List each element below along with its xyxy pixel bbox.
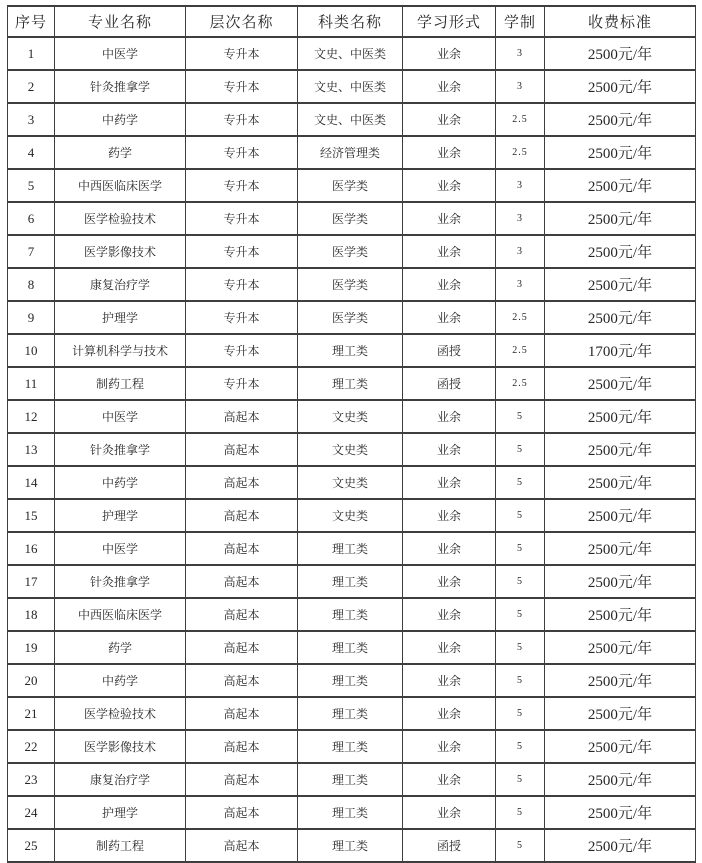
table-cell-category: 理工类 [298,829,403,862]
table-cell-level: 高起本 [186,466,298,499]
table-cell-major: 中药学 [55,664,186,697]
table-cell-duration: 5 [496,499,545,532]
table-cell-level: 高起本 [186,565,298,598]
table-cell-level: 专升本 [186,268,298,301]
table-cell-level: 高起本 [186,829,298,862]
table-cell-category: 文史类 [298,400,403,433]
table-row [8,631,696,664]
table-cell-duration: 5 [496,796,545,829]
table-cell-index: 22 [8,730,55,763]
col-header-duration: 学制 [496,6,545,37]
table-cell-major: 中医学 [55,37,186,70]
table-cell-index: 8 [8,268,55,301]
table-cell-index: 25 [8,829,55,862]
table-row [8,697,696,730]
table-cell-major: 中西医临床医学 [55,169,186,202]
table-row [8,37,696,70]
table-cell-study-form: 业余 [403,598,496,631]
table-cell-index: 18 [8,598,55,631]
table-cell-fee: 2500元/年 [545,730,696,763]
table-cell-study-form: 业余 [403,466,496,499]
table-cell-index: 21 [8,697,55,730]
table-cell-category: 医学类 [298,301,403,334]
table-cell-duration: 5 [496,829,545,862]
table-cell-index: 6 [8,202,55,235]
table-row [8,235,696,268]
table-cell-index: 12 [8,400,55,433]
table-cell-fee: 2500元/年 [545,763,696,796]
table-cell-level: 高起本 [186,598,298,631]
table-row [8,400,696,433]
table-cell-index: 16 [8,532,55,565]
table-cell-index: 20 [8,664,55,697]
table-row [8,466,696,499]
table-cell-category: 理工类 [298,532,403,565]
table-cell-duration: 3 [496,268,545,301]
table-row [8,301,696,334]
table-cell-category: 理工类 [298,697,403,730]
table-cell-level: 专升本 [186,202,298,235]
table-cell-category: 医学类 [298,268,403,301]
col-header-major: 专业名称 [55,6,186,37]
table-cell-level: 高起本 [186,400,298,433]
table-cell-index: 11 [8,367,55,400]
table-cell-duration: 3 [496,202,545,235]
table-cell-category: 理工类 [298,796,403,829]
table-cell-category: 文史类 [298,499,403,532]
table-cell-study-form: 业余 [403,70,496,103]
table-cell-level: 专升本 [186,103,298,136]
table-header [8,6,696,37]
table-cell-index: 23 [8,763,55,796]
table-cell-study-form: 业余 [403,565,496,598]
table-body [8,37,696,863]
table-cell-major: 中医学 [55,532,186,565]
table-cell-fee: 2500元/年 [545,268,696,301]
table-row [8,169,696,202]
table-row [8,433,696,466]
table-cell-category: 理工类 [298,565,403,598]
table-cell-duration: 5 [496,433,545,466]
table-cell-fee: 2500元/年 [545,202,696,235]
table-cell-level: 专升本 [186,334,298,367]
table-cell-category: 医学类 [298,169,403,202]
table-cell-index: 4 [8,136,55,169]
table-cell-fee: 2500元/年 [545,499,696,532]
table-row [8,565,696,598]
table-cell-index: 17 [8,565,55,598]
table-cell-fee: 2500元/年 [545,598,696,631]
table-cell-fee: 2500元/年 [545,664,696,697]
table-cell-study-form: 业余 [403,136,496,169]
table-cell-duration: 3 [496,169,545,202]
table-cell-major: 医学影像技术 [55,730,186,763]
table-cell-index: 10 [8,334,55,367]
table-cell-category: 文史、中医类 [298,103,403,136]
table-cell-index: 24 [8,796,55,829]
table-cell-fee: 2500元/年 [545,433,696,466]
table-cell-level: 专升本 [186,235,298,268]
table-cell-fee: 2500元/年 [545,169,696,202]
table-cell-level: 高起本 [186,631,298,664]
table-cell-index: 9 [8,301,55,334]
table-cell-level: 高起本 [186,433,298,466]
table-cell-fee: 2500元/年 [545,70,696,103]
table-cell-study-form: 业余 [403,433,496,466]
table-cell-category: 理工类 [298,598,403,631]
table-cell-study-form: 业余 [403,697,496,730]
table-row [8,268,696,301]
table-cell-category: 文史、中医类 [298,70,403,103]
table-cell-duration: 3 [496,70,545,103]
table-cell-study-form: 业余 [403,532,496,565]
table-cell-level: 高起本 [186,499,298,532]
table-cell-duration: 5 [496,532,545,565]
table-cell-fee: 2500元/年 [545,532,696,565]
table-cell-level: 专升本 [186,70,298,103]
table-cell-duration: 5 [496,763,545,796]
table-cell-major: 针灸推拿学 [55,565,186,598]
table-cell-major: 康复治疗学 [55,763,186,796]
table-cell-major: 制药工程 [55,829,186,862]
table-cell-study-form: 业余 [403,796,496,829]
enrollment-fee-table [7,5,696,863]
table-cell-major: 针灸推拿学 [55,70,186,103]
table-row [8,532,696,565]
table-cell-fee: 2500元/年 [545,136,696,169]
table-cell-study-form: 业余 [403,37,496,70]
table-cell-category: 文史类 [298,433,403,466]
table-cell-level: 专升本 [186,169,298,202]
table-cell-major: 制药工程 [55,367,186,400]
table-cell-level: 专升本 [186,37,298,70]
table-cell-fee: 2500元/年 [545,697,696,730]
table-cell-index: 2 [8,70,55,103]
table-row [8,367,696,400]
table-cell-major: 中医学 [55,400,186,433]
table-row [8,202,696,235]
table-cell-study-form: 函授 [403,367,496,400]
table-cell-duration: 3 [496,37,545,70]
table-cell-level: 专升本 [186,301,298,334]
table-cell-level: 高起本 [186,763,298,796]
table-cell-category: 经济管理类 [298,136,403,169]
table-cell-level: 高起本 [186,796,298,829]
table-cell-study-form: 业余 [403,400,496,433]
table-cell-duration: 5 [496,466,545,499]
table-cell-study-form: 业余 [403,169,496,202]
table-row [8,103,696,136]
table-cell-fee: 2500元/年 [545,37,696,70]
table-cell-index: 3 [8,103,55,136]
table-cell-category: 文史类 [298,466,403,499]
table-cell-duration: 5 [496,631,545,664]
table-cell-duration: 5 [496,664,545,697]
table-cell-major: 医学检验技术 [55,202,186,235]
table-cell-category: 理工类 [298,730,403,763]
col-header-study-form: 学习形式 [403,6,496,37]
table-cell-fee: 2500元/年 [545,103,696,136]
table-cell-index: 1 [8,37,55,70]
table-cell-duration: 2.5 [496,334,545,367]
table-cell-category: 医学类 [298,235,403,268]
table-cell-duration: 2.5 [496,136,545,169]
col-header-category: 科类名称 [298,6,403,37]
table-cell-major: 护理学 [55,301,186,334]
table-row [8,334,696,367]
table-cell-study-form: 函授 [403,334,496,367]
table-cell-duration: 3 [496,235,545,268]
table-cell-duration: 2.5 [496,367,545,400]
table-cell-study-form: 业余 [403,103,496,136]
table-cell-fee: 1700元/年 [545,334,696,367]
table-cell-study-form: 业余 [403,202,496,235]
table-cell-study-form: 业余 [403,730,496,763]
table-row [8,598,696,631]
table-cell-study-form: 业余 [403,499,496,532]
table-row [8,730,696,763]
table-cell-major: 护理学 [55,796,186,829]
table-cell-index: 5 [8,169,55,202]
table-cell-major: 计算机科学与技术 [55,334,186,367]
table-cell-level: 高起本 [186,730,298,763]
table-cell-category: 理工类 [298,664,403,697]
table-cell-fee: 2500元/年 [545,565,696,598]
table-cell-study-form: 业余 [403,631,496,664]
table-cell-category: 理工类 [298,334,403,367]
table-cell-study-form: 业余 [403,664,496,697]
table-cell-duration: 5 [496,730,545,763]
table-cell-major: 康复治疗学 [55,268,186,301]
table-cell-level: 高起本 [186,697,298,730]
table-row [8,664,696,697]
table-row [8,829,696,862]
table-cell-fee: 2500元/年 [545,367,696,400]
table-cell-duration: 2.5 [496,301,545,334]
table-row [8,796,696,829]
table-cell-index: 13 [8,433,55,466]
table-cell-major: 中药学 [55,466,186,499]
table-row [8,136,696,169]
table-cell-study-form: 业余 [403,268,496,301]
table-cell-fee: 2500元/年 [545,400,696,433]
col-header-index: 序号 [8,6,55,37]
table-cell-category: 医学类 [298,202,403,235]
table-cell-level: 专升本 [186,367,298,400]
table-cell-index: 15 [8,499,55,532]
table-row [8,499,696,532]
table-cell-category: 文史、中医类 [298,37,403,70]
table-cell-major: 药学 [55,136,186,169]
col-header-level: 层次名称 [186,6,298,37]
table-cell-major: 护理学 [55,499,186,532]
table-cell-level: 高起本 [186,532,298,565]
table-cell-study-form: 业余 [403,763,496,796]
table-cell-level: 专升本 [186,136,298,169]
table-cell-index: 7 [8,235,55,268]
table-cell-fee: 2500元/年 [545,796,696,829]
table-cell-level: 高起本 [186,664,298,697]
table-cell-category: 理工类 [298,367,403,400]
table-cell-index: 14 [8,466,55,499]
table-cell-major: 针灸推拿学 [55,433,186,466]
table-cell-study-form: 业余 [403,301,496,334]
table-cell-duration: 5 [496,400,545,433]
table-cell-major: 中西医临床医学 [55,598,186,631]
table-cell-fee: 2500元/年 [545,466,696,499]
table-cell-duration: 5 [496,697,545,730]
col-header-fee: 收费标准 [545,6,696,37]
table-row [8,70,696,103]
table-header-row [8,6,696,37]
table-cell-major: 医学影像技术 [55,235,186,268]
table-cell-fee: 2500元/年 [545,631,696,664]
table-cell-category: 理工类 [298,631,403,664]
table-cell-fee: 2500元/年 [545,301,696,334]
table-cell-fee: 2500元/年 [545,829,696,862]
table-row [8,763,696,796]
table-cell-study-form: 业余 [403,235,496,268]
table-cell-duration: 2.5 [496,103,545,136]
table-cell-index: 19 [8,631,55,664]
table-cell-category: 理工类 [298,763,403,796]
table-cell-major: 医学检验技术 [55,697,186,730]
table-cell-fee: 2500元/年 [545,235,696,268]
table-cell-duration: 5 [496,565,545,598]
table-cell-study-form: 函授 [403,829,496,862]
table-cell-major: 中药学 [55,103,186,136]
table-cell-duration: 5 [496,598,545,631]
table-cell-major: 药学 [55,631,186,664]
